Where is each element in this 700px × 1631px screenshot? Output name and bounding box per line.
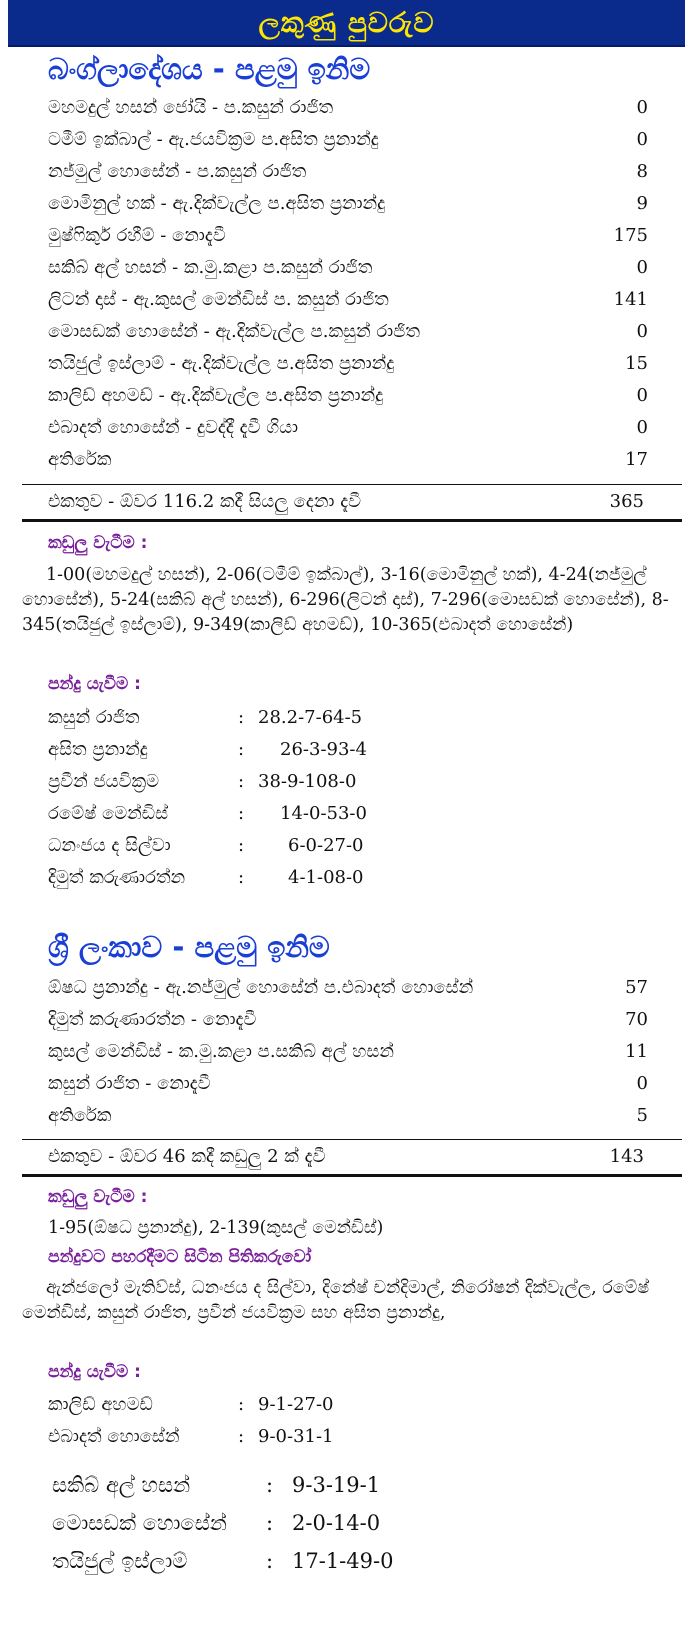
batting-row: [48, 220, 648, 252]
bowling-row: මොසඩක් හොසේන් : 2-0-14-0: [52, 1505, 512, 1541]
extras-label: අතිරේක: [48, 1105, 112, 1126]
batter-runs: 8: [636, 161, 648, 182]
bowling-row: කාලිඩ් අහමඩ් : 9-1-27-0: [48, 1389, 468, 1421]
batting-row: [48, 1036, 648, 1068]
bowler-figures: 38-9-108-0: [258, 771, 357, 792]
batting-row: [48, 1068, 648, 1100]
batter-dismissal: ඕෂධ ප්‍රනාන්දු - ඇ.නජ්මුල් හොසේන් ප.එබාදත් හොසේන්: [48, 977, 474, 998]
bowler-figures: 6-0-27-0: [288, 835, 364, 856]
bowler-name: එබාදත් හොසේන්: [48, 1426, 180, 1447]
batter-runs: 57: [625, 977, 648, 998]
batter-dismissal: මහමදුල් හසන් ජෝයි - ප.කසුන් රාජිත: [48, 97, 334, 118]
bowler-name: රමේෂ් මෙන්ඩිස්: [48, 803, 169, 824]
batter-runs: 11: [625, 1041, 648, 1062]
batting-row: [48, 316, 648, 348]
srilanka-fow-text: 1-95(ඕෂධ ප්‍රනාන්දු), 2-139(කුසල් මෙන්ඩිස්): [48, 1218, 384, 1238]
batter-dismissal: කාලිඩ් අහමඩ් - ඇ.දික්වැල්ල ප.අසිත ප්‍රනාන්දු: [48, 385, 384, 406]
batting-row-extras: [48, 1100, 648, 1132]
batting-row: [48, 284, 648, 316]
bowler-figures: 26-3-93-4: [280, 739, 367, 760]
batter-dismissal: ටමීම් ඉක්බාල් - ඇ.ජයවික්‍රම ප.අසිත ප්‍රනාන්දු: [48, 129, 379, 150]
bowler-figures: 28.2-7-64-5: [258, 707, 363, 728]
batting-row: [48, 380, 648, 412]
bowler-name: තයිජුල් ඉස්ලාම්: [52, 1549, 188, 1573]
bowling-row: අසිත ප්‍රනාන්දු : 26-3-93-4: [48, 734, 468, 766]
batter-dismissal: මුෂ්ෆිකුර් රහීම් - නොදැවී: [48, 225, 226, 246]
batter-runs: 0: [636, 129, 648, 150]
batting-row-extras: [48, 444, 648, 476]
bowler-figures: 9-0-31-1: [258, 1426, 334, 1447]
bangladesh-fow-heading: කඩුලු වැටීම :: [48, 533, 148, 553]
batter-dismissal: කසුන් රාජිත - නොදැවී: [48, 1073, 211, 1094]
bowling-row: රමේෂ් මෙන්ඩිස් : 14-0-53-0: [48, 798, 468, 830]
batting-row: [48, 252, 648, 284]
srilanka-bowling-heading: පන්දු යැවීම :: [48, 1362, 141, 1382]
bangladesh-fow-text: 1-00(මහමදුල් හසන්), 2-06(ටමීම් ඉක්බාල්), 3-16(මොමිනුල් හක්), 4-24(නජ්මුල් හොසේන්), 5-24(සකිබ් අල් හසන්), 6-296(ලිටන් දාස්), 7-296(මොසඩක් හොසේන්), 8-345(තයිජුල් ඉස්ලාම්), 9-349(කාලිඩ් අහමඩ්), 10-365(එබාදත් හොසේන්): [22, 565, 669, 635]
bowler-name: ධනංජය ද සිල්වා: [48, 835, 171, 856]
batting-row: [48, 188, 648, 220]
batting-row: [48, 92, 648, 124]
batter-runs: 175: [613, 225, 648, 246]
bowler-figures: 17-1-49-0: [292, 1549, 394, 1573]
bowler-name: කාලිඩ් අහමඩ්: [48, 1394, 153, 1415]
bowling-row: සකිබ් අල් හසන් : 9-3-19-1: [52, 1467, 512, 1503]
batter-dismissal: මොමිනුල් හක් - ඇ.දික්වැල්ල ප.අසිත ප්‍රනාන්දු: [48, 193, 386, 214]
bowler-name: මොසඩක් හොසේන්: [52, 1511, 227, 1535]
bangladesh-total-row: [22, 484, 682, 522]
bowler-name: සකිබ් අල් හසන්: [52, 1473, 191, 1497]
bowler-name: ප්‍රවීන් ජයවික්‍රම: [48, 771, 160, 792]
page-banner: [8, 0, 685, 47]
extras-label: අතිරේක: [48, 449, 112, 470]
bowler-figures: 9-1-27-0: [258, 1394, 334, 1415]
page-title: ලකුණු පුවරුව: [258, 5, 435, 39]
batting-row: [48, 156, 648, 188]
batter-runs: 0: [636, 97, 648, 118]
bowler-name: අසිත ප්‍රනාන්දු: [48, 739, 148, 760]
batter-runs: 0: [636, 1073, 648, 1094]
batter-dismissal: තයිජුල් ඉස්ලාම් - ඇ.දික්වැල්ල ප.අසිත ප්‍රනාන්දු: [48, 353, 395, 374]
batter-runs: 15: [625, 353, 648, 374]
bowling-row: ප්‍රවීන් ජයවික්‍රම : 38-9-108-0: [48, 766, 468, 798]
batter-runs: 0: [636, 417, 648, 438]
srilanka-innings-heading: ශ්‍රී ලංකාව - පළමු ඉනිම: [48, 930, 330, 964]
batter-dismissal: කුසල් මෙන්ඩිස් - ක.මු.කළා ප.සකිබ් අල් හසන්: [48, 1041, 394, 1062]
srilanka-fow-heading: කඩුලු වැටීම :: [48, 1187, 148, 1207]
bowling-row: තයිජුල් ඉස්ලාම් : 17-1-49-0: [52, 1543, 512, 1579]
total-label: එකතුව - ඕවර 46 කදී කඩුලු 2 ක් දැවී: [48, 1146, 326, 1167]
batter-dismissal: මොසඩක් හොසේන් - ඇ.දික්වැල්ල ප.කසුන් රාජිත: [48, 321, 420, 342]
total-label: එකතුව - ඕවර 116.2 කදී සියලු දෙනා දැවී: [48, 491, 362, 512]
total-runs: 365: [609, 491, 644, 512]
batter-runs: 0: [636, 257, 648, 278]
bowler-name: කසුන් රාජිත: [48, 707, 140, 728]
bowler-figures: 9-3-19-1: [292, 1473, 381, 1497]
batter-dismissal: එබාදත් හොසේන් - දුවද්දී දැවී ගියා: [48, 417, 299, 438]
bowling-row: එබාදත් හොසේන් : 9-0-31-1: [48, 1421, 468, 1453]
bowling-row: ධනංජය ද සිල්වා : 6-0-27-0: [48, 830, 468, 862]
bowler-figures: 2-0-14-0: [292, 1511, 381, 1535]
batter-runs: 141: [613, 289, 648, 310]
batter-dismissal: සකිබ් අල් හසන් - ක.මු.කළා ප.කසුන් රාජිත: [48, 257, 373, 278]
batting-row: [48, 1004, 648, 1036]
batting-row: [48, 972, 648, 1004]
bowler-name: දිමුත් කරුණාරත්න: [48, 867, 186, 888]
srilanka-tobat-heading: පන්දුවට පහරදීමට සිටින පිතිකරුවෝ: [48, 1247, 312, 1267]
batter-runs: 9: [636, 193, 648, 214]
batting-row: [48, 348, 648, 380]
extras-runs: 17: [625, 449, 648, 470]
batting-row: [48, 124, 648, 156]
bowling-row: කසුන් රාජිත : 28.2-7-64-5: [48, 702, 468, 734]
batter-dismissal: දිමුත් කරුණාරත්න - නොදැවී: [48, 1009, 257, 1030]
total-runs: 143: [609, 1146, 644, 1167]
bowler-figures: 4-1-08-0: [288, 867, 364, 888]
bangladesh-bowling-heading: පන්දු යැවීම :: [48, 674, 141, 694]
batter-dismissal: නජ්මුල් හොසේන් - ප.කසුන් රාජිත: [48, 161, 307, 182]
batter-runs: 0: [636, 385, 648, 406]
bangladesh-innings-heading: බංග්ලාදේශය - පළමු ඉනිම: [48, 52, 371, 86]
srilanka-total-row: [22, 1139, 682, 1177]
extras-runs: 5: [636, 1105, 648, 1126]
srilanka-tobat-text: ඇන්ජලෝ මැතිව්ස්, ධනංජය ද සිල්වා, දිනේෂ් චන්දිමාල්, නිරෝෂන් දික්වැල්ල, රමේෂ් මෙන්ඩිස්, කසුන් රාජිත, ප්‍රවීන් ජයවික්‍රම සහ අසිත ප්‍රනාන්දු,: [22, 1278, 650, 1323]
batter-dismissal: ලිටන් දාස් - ඇ.කුසල් මෙන්ඩිස් ප. කසුන් රාජිත: [48, 289, 389, 310]
batter-runs: 0: [636, 321, 648, 342]
bowler-figures: 14-0-53-0: [280, 803, 367, 824]
batter-runs: 70: [625, 1009, 648, 1030]
bowling-row: දිමුත් කරුණාරත්න : 4-1-08-0: [48, 862, 468, 894]
batting-row: [48, 412, 648, 444]
